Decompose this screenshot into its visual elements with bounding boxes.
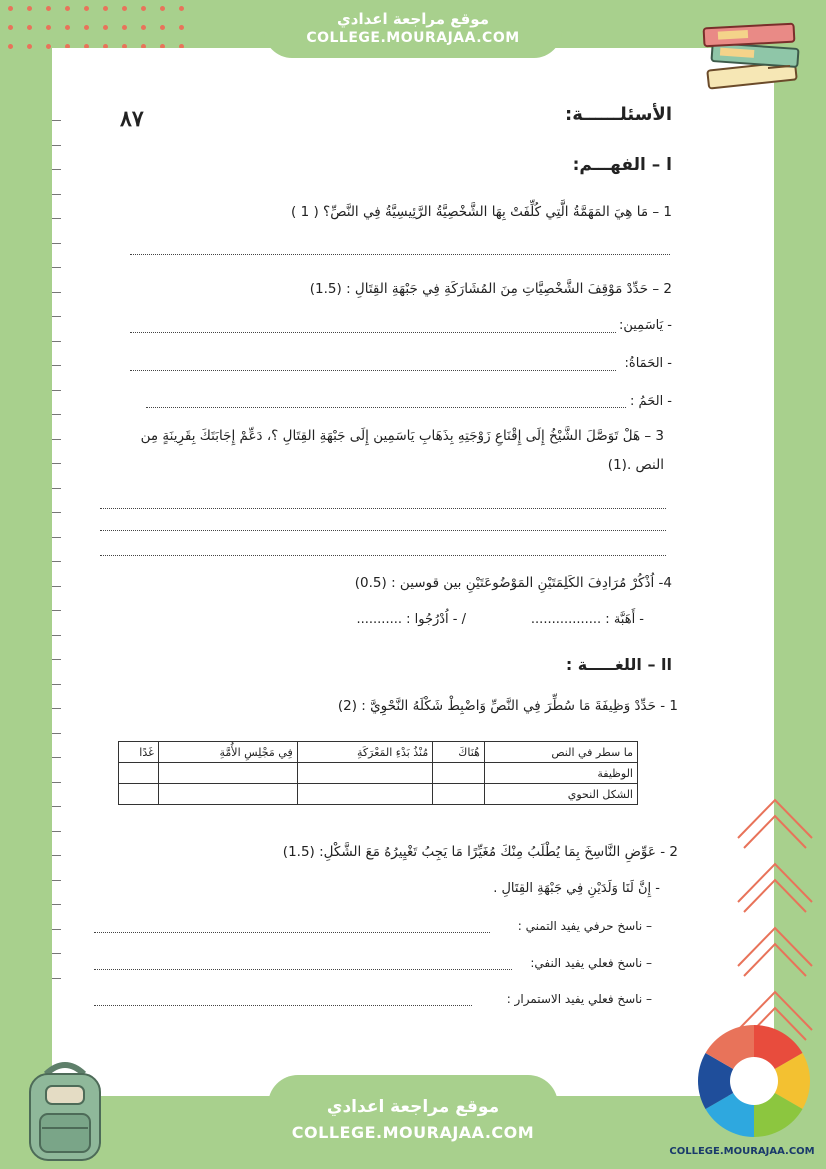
margin-tick [52,929,61,930]
margin-tick [52,463,61,464]
table-header-cell: فِي مَجْلِسِ الأُمَّةِ [158,742,297,763]
margin-tick [52,243,61,244]
language-question-2-a: – ناسخ حرفي يفيد التمني : [517,919,652,933]
question-2-item-father-in-law: - الحَمُ : [630,394,672,409]
margin-tick [52,880,61,881]
margin-tick [52,341,61,342]
header-site-name: موقع مراجعة اعدادي [337,10,489,28]
page-mark: ٨٧ [120,106,144,132]
footer-banner [268,1075,558,1169]
decorative-dot [84,6,89,11]
decorative-dot [27,44,32,49]
margin-tick [52,120,61,121]
margin-tick [52,512,61,513]
function-table [118,741,638,805]
question-4-word-2: / - اُدْرُجُوا : ........... [356,612,466,627]
margin-tick [52,488,61,489]
question-3-line-1: 3 – هَلْ تَوَصَّلَ الشَّيْخُ إِلَى إِقْنَاعِ زَوْجَتِهِ بِذَهَابِ يَاسَمِين إِلَى جَبْهَةِ القِتَالِ ؟، دَعِّمْ إِجَابَتَكَ بِقَرِينَةٍ مِن [140,428,664,444]
margin-tick [52,610,61,611]
question-4-word-1: - أَهَبَّة : ................. [530,612,644,627]
table-header-row [119,742,638,763]
answer-line[interactable] [100,530,666,531]
decorative-dot [65,25,70,30]
answer-line[interactable] [94,932,490,933]
decorative-dot [141,25,146,30]
table-row [119,784,638,805]
decorative-dot [65,6,70,11]
language-question-1: 1 - حَدِّدْ وَظِيفَةَ مَا سُطِّرَ فِي النَّصِّ وَاضْبِطْ شَكْلَهُ النَّحْوِيَّ : (2) [337,698,678,714]
question-3-line-2: النص .(1) [607,457,664,473]
margin-tick [52,757,61,758]
margin-tick [52,659,61,660]
footer-site-url[interactable]: COLLEGE.MOURAJAA.COM [291,1123,535,1142]
table-cell[interactable] [158,784,297,805]
margin-tick [52,953,61,954]
margin-tick [52,806,61,807]
margin-tick [52,267,61,268]
table-cell[interactable] [158,763,297,784]
question-4: 4- اُذْكُرْ مُرَادِفَ الكَلِمَتَيْنِ المَوْضُوعَتَيْنِ بين قوسين : (0.5) [354,575,672,591]
answer-line[interactable] [100,508,666,509]
margin-ruler [52,120,62,1000]
decorative-dot [122,6,127,11]
table-cell: الوظيفة [484,763,637,784]
answer-line[interactable] [94,1005,472,1006]
chevron-up-icons [730,790,820,1060]
logo-caption: COLLEGE.MOURAJAA.COM [669,1146,815,1157]
margin-tick [52,561,61,562]
decorative-dot [179,25,184,30]
header-banner [264,0,562,58]
answer-line[interactable] [146,407,626,408]
table-cell[interactable] [119,784,159,805]
question-2: 2 – حَدِّدْ مَوْقِفَ الشَّخْصِيَّاتِ مِنَ المُشَارَكَةِ فِي جَبْهَةِ القِتَالِ : (1.5) [309,281,672,297]
margin-tick [52,169,61,170]
table-header-cell: غَدًا [119,742,159,763]
table-cell[interactable] [433,763,485,784]
decorative-dot [160,6,165,11]
question-2-item-yasmine: - يَاسَمِين: [618,318,672,333]
decorative-dot [27,25,32,30]
margin-tick [52,684,61,685]
header-site-url[interactable]: COLLEGE.MOURAJAA.COM [306,30,520,46]
margin-tick [52,390,61,391]
decorative-dot [27,6,32,11]
table-header-cell: مُنْذُ بَدْءِ المَعْرَكَةِ [297,742,433,763]
margin-tick [52,831,61,832]
margin-tick [52,586,61,587]
decorative-dot [179,6,184,11]
margin-tick [52,292,61,293]
decorative-dot [8,44,13,49]
table-cell: الشكل النحوي [484,784,637,805]
language-question-2-b: – ناسخ فعلي يفيد النفي: [530,956,652,970]
table-header-cell: هُنَاكَ [433,742,485,763]
table-row [119,763,638,784]
footer-site-name: موقع مراجعة اعدادي [326,1097,500,1117]
decorative-dot [8,25,13,30]
decorative-dot [8,6,13,11]
question-2-item-mother-in-law: - الحَمَاةُ: [624,356,672,371]
language-question-2-sentence: - إِنَّ لَنَا وَلَدَيْنِ فِي جَبْهَةِ القِتَالِ . [493,881,660,896]
margin-tick [52,537,61,538]
page-title: الأسئلــــــة: [565,104,672,125]
decorative-dot [122,25,127,30]
question-1: 1 – مَا هِيَ المَهَمَّةُ الَّتِي كُلِّفَتْ بِهَا الشَّخْصِيَّةُ الرَّئِيسِيَّةُ فِي النَّصِّ؟ ( 1 ) [291,204,672,220]
table-header-cell: ما سطر في النص [484,742,637,763]
answer-line[interactable] [130,254,670,255]
margin-tick [52,782,61,783]
margin-tick [52,439,61,440]
language-question-2: 2 - عَوِّضِ النَّاسِخَ بِمَا يُطْلَبُ مِنْكَ مُغَيِّرًا مَا يَجِبُ تَغْيِيرُهُ مَعَ الشَّكْلِ: (1.5) [282,844,678,860]
margin-tick [52,218,61,219]
college-logo-wheel [694,1022,814,1140]
margin-tick [52,855,61,856]
answer-line[interactable] [94,969,512,970]
decorative-dot [84,25,89,30]
margin-tick [52,733,61,734]
decorative-dot [160,25,165,30]
decorative-dot [141,6,146,11]
backpack-icon [16,1056,114,1164]
table-cell[interactable] [297,763,433,784]
answer-line[interactable] [100,555,666,556]
margin-tick [52,978,61,979]
answer-line[interactable] [130,332,616,333]
margin-tick [52,145,61,146]
decorative-dot [46,25,51,30]
margin-tick [52,194,61,195]
margin-tick [52,904,61,905]
table-cell[interactable] [433,784,485,805]
section-title-language: اا – اللغـــــة : [565,655,672,674]
table-cell[interactable] [119,763,159,784]
decorative-dot [103,6,108,11]
books-icon [698,10,810,92]
section-title-comprehension: ا – الفهـــم: [572,155,672,175]
answer-line[interactable] [130,370,616,371]
decorative-dot [46,6,51,11]
margin-tick [52,414,61,415]
decorative-dot [103,25,108,30]
margin-tick [52,708,61,709]
margin-tick [52,316,61,317]
decorative-dot [46,44,51,49]
table-cell[interactable] [297,784,433,805]
language-question-2-c: – ناسخ فعلي يفيد الاستمرار : [506,992,652,1006]
margin-tick [52,365,61,366]
margin-tick [52,635,61,636]
